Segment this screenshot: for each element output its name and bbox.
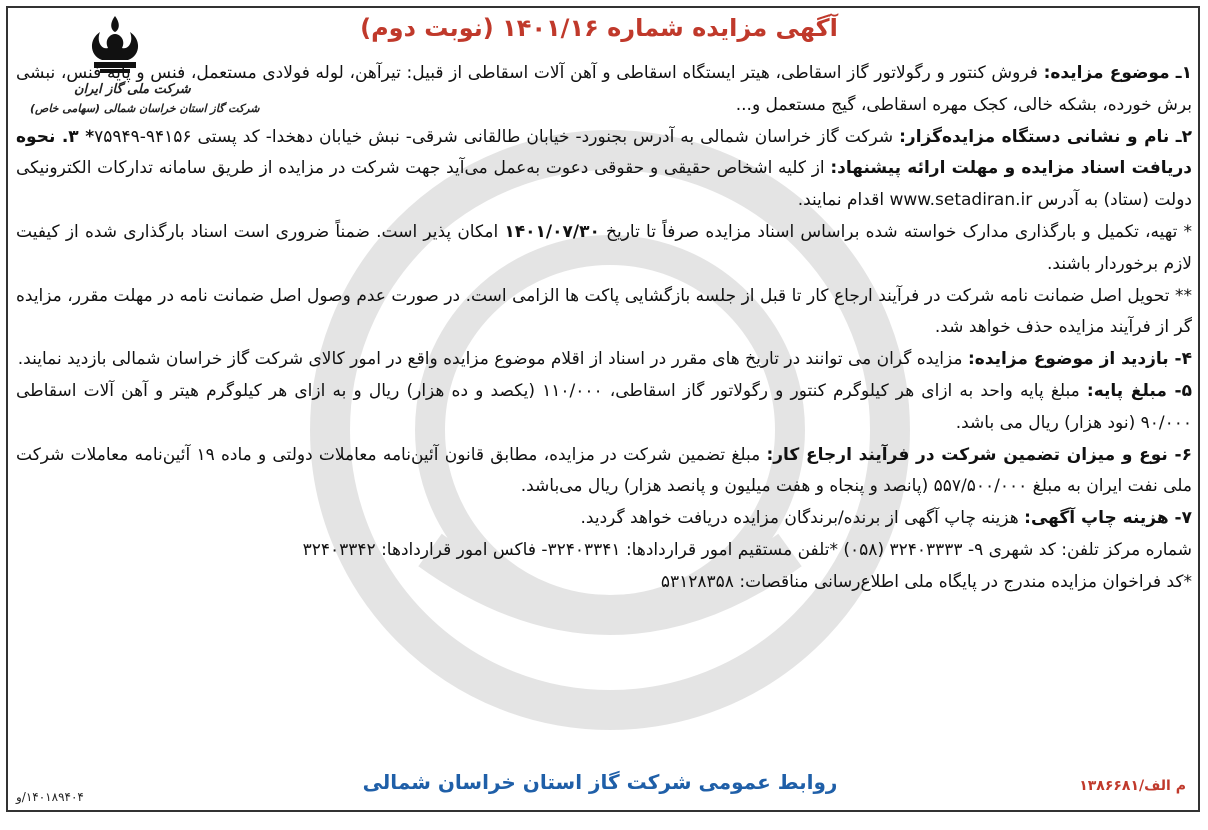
section-7-label: ۷- هزینه چاپ آگهی: <box>1024 508 1192 529</box>
section-3-tail: اقدام نمایند. <box>797 190 890 211</box>
ad-title: آگهی مزایده شماره ۱۴۰۱/۱۶ (نوبت دوم) <box>360 14 838 42</box>
section-3-label: * ۳. نحوه دریافت اسناد مزایده و مهلت ارائه پیشنهاد: <box>16 126 1192 179</box>
note-1-date: ۱۴۰۱/۰۷/۳۰ <box>504 221 600 242</box>
section-2-label: ۲ـ نام و نشانی دستگاه مزایده‌گزار: <box>899 126 1192 147</box>
contact-line: شماره مرکز تلفن: کد شهری ۹- ۳۲۴۰۳۳۳۳ (۰۵۸) *تلفن مستقیم امور قراردادها: ۳۲۴۰۳۳۴۱- فاکس امور قراردادها: ۳۲۴۰۳۳۴۲ <box>302 539 1192 560</box>
section-1 <box>16 58 1192 122</box>
setad-url-link[interactable]: www.setadiran.ir <box>889 190 1033 211</box>
section-4-text: مزایده گران می توانند در تاریخ های مقرر در اسناد از اقلام موضوع مزایده واقع در امور کالای شرکت گاز خراسان شمالی بازدید نمایند. <box>17 349 968 370</box>
section-6 <box>16 440 1192 504</box>
section-1-label: ۱ـ موضوع مزایده: <box>1043 63 1192 83</box>
section-5 <box>16 376 1192 440</box>
logo-line1: شرکت ملی گاز ایران <box>74 82 191 97</box>
section-6-label: ۶- نوع و میزان تضمین شرکت در فرآیند ارجاع کار: <box>766 444 1192 465</box>
section-4 <box>16 344 1192 376</box>
section-7-text: هزینه چاپ آگهی از برنده/برندگان مزایده دریافت خواهد گردید. <box>580 508 1025 529</box>
ad-body <box>16 58 1192 599</box>
section-1-text: فروش کنتور و رگولاتور گاز اسقاطی، هیتر ایستگاه اسقاطی و آهن آلات اسقاطی از قبیل: تیرآهن، لوله فولادی مستعمل، فنس و پایه فنس، نبشی برش خورده، بشکه خالی، کجک مهره اسقاطی، گیج مستعمل و... <box>16 63 1192 115</box>
note-1-pre: * تهیه، تکمیل و بارگذاری مدارک خواسته شده براساس اسناد مزایده صرفاً تا تاریخ <box>599 221 1192 242</box>
section-2-3 <box>16 122 1192 217</box>
portal-line: *کد فراخوان مزایده مندرج در پایگاه ملی اطلاع‌رسانی مناقصات: ۵۳۱۲۸۳۵۸ <box>660 571 1192 592</box>
section-6-text: مبلغ تضمین شرکت در مزایده، مطابق قانون آئین‌نامه معاملات دولتی و ماده ۱۹ آئین‌نامه معاملات شرکت ملی نفت ایران به مبلغ ۵۵۷/۵۰۰/۰۰۰ (پانصد و پنجاه و هفت میلیون و پانصد هزار) ریال می‌باشد. <box>16 444 1192 497</box>
ref-code: م الف/۱۳۸۶۶۸۱ <box>1079 778 1186 794</box>
logo-line2: شرکت گاز استان خراسان شمالی (سهامی خاص) <box>30 102 260 115</box>
doc-code: ۱۴۰۱۸۹۴۰۴/و <box>16 790 84 804</box>
section-3-text: از کلیه اشخاص حقیقی و حقوقی دعوت به‌عمل می‌آید جهت شرکت در مزایده از طریق سامانه تدارکات الکترونیکی دولت (ستاد) به آدرس <box>16 158 1192 211</box>
note-2: ** تحویل اصل ضمانت نامه شرکت در فرآیند ارجاع کار تا قبل از جلسه بازگشایی پاکت ها الزامی است. در صورت عدم وصول اصل ضمانت نامه در مهلت مقرر، مزایده گر از فرآیند مزایده حذف خواهد شد. <box>16 285 1192 338</box>
section-5-label: ۵- مبلغ پایه: <box>1086 380 1192 401</box>
section-7 <box>16 503 1192 535</box>
section-5-text: مبلغ پایه واحد به ازای هر کیلوگرم کنتور و رگولاتور گاز اسقاطی، ۱۱۰/۰۰۰ (یکصد و ده هزار) ریال و به ازای هر کیلوگرم هیتر و آهن آلات اسقاطی ۹۰/۰۰۰ (نود هزار) ریال می باشد. <box>16 380 1192 433</box>
section-2-text: شرکت گاز خراسان شمالی به آدرس بجنورد- خیابان طالقانی شرقی- نبش خیابان دهخدا- کد پستی ۹۴۱۵۶-۷۵۹۴۹ <box>94 126 900 147</box>
note-1 <box>16 217 1192 281</box>
note-1-post: امکان پذیر است. ضمناً ضروری است اسناد بارگذاری شده از کیفیت لازم برخوردار باشند. <box>16 221 1192 274</box>
section-4-label: ۴- بازدید از موضوع مزایده: <box>967 349 1192 370</box>
publisher-signature: روابط عمومی شرکت گاز استان خراسان شمالی <box>362 770 838 794</box>
